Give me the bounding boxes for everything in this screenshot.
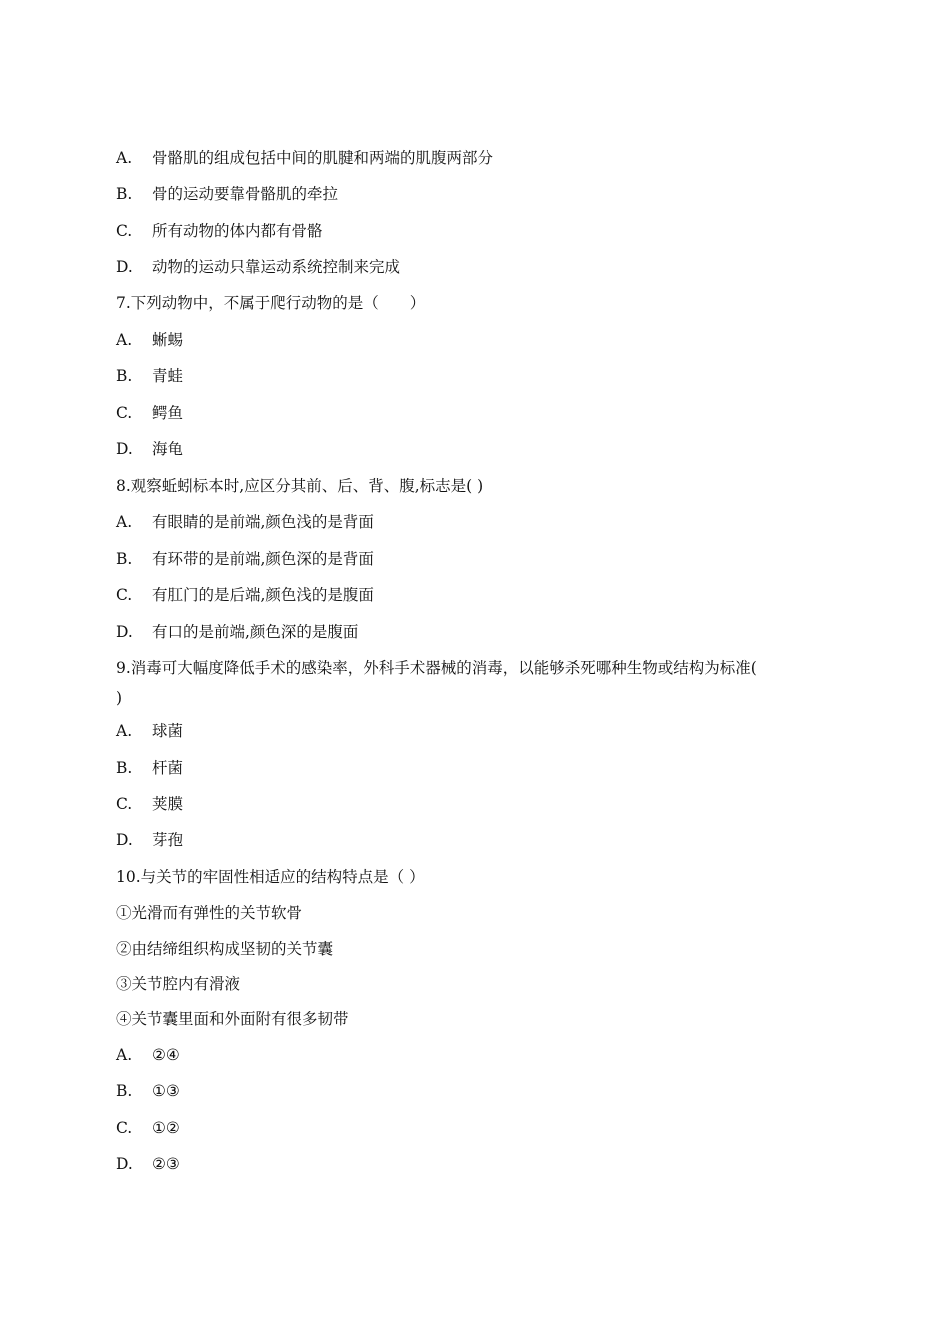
option-letter: D. — [116, 623, 133, 641]
option-letter: C. — [116, 222, 133, 240]
option-letter: B. — [116, 759, 133, 777]
option-letter: B. — [116, 185, 133, 203]
option-text: 骨的运动要靠骨骼肌的牵拉 — [152, 185, 339, 203]
option-letter: B. — [116, 367, 133, 385]
option-text: 所有动物的体内都有骨骼 — [152, 222, 323, 240]
q7-option-d — [116, 438, 183, 460]
q10-stem: 10.与关节的牢固性相适应的结构特点是（ ） — [116, 868, 425, 886]
option-text: 动物的运动只靠运动系统控制来完成 — [152, 258, 401, 276]
option-text: 荚膜 — [152, 795, 184, 813]
option-text: 有口的是前端,颜色深的是腹面 — [152, 623, 359, 641]
option-letter: D. — [116, 1155, 133, 1173]
option-letter: A. — [116, 149, 133, 167]
option-letter: D. — [116, 831, 133, 849]
q9-stem-line-1: 9.消毒可大幅度降低手术的感染率，外科手术器械的消毒，以能够杀死哪种生物或结构为标准( — [116, 659, 757, 677]
q6-option-d — [116, 256, 400, 278]
q10-option-d — [116, 1153, 180, 1175]
option-text: 芽孢 — [152, 831, 184, 849]
q10-statement-3: ③关节腔内有滑液 — [116, 975, 241, 993]
option-letter: A. — [116, 513, 133, 531]
q8-option-c — [116, 584, 374, 606]
option-letter: B. — [116, 1082, 133, 1100]
q9-stem-line-2: ) — [116, 689, 123, 707]
option-text: 海龟 — [152, 440, 184, 458]
option-letter: B. — [116, 550, 133, 568]
option-letter: C. — [116, 1119, 133, 1137]
option-text: 球菌 — [152, 722, 184, 740]
q8-option-a — [116, 511, 374, 533]
option-text: ②③ — [152, 1155, 180, 1173]
option-text: ②④ — [152, 1046, 180, 1064]
q8-stem: 8.观察蚯蚓标本时,应区分其前、后、背、腹,标志是( ) — [116, 477, 484, 495]
q10-option-b — [116, 1080, 180, 1102]
q6-option-a — [116, 147, 493, 169]
option-letter: A. — [116, 1046, 133, 1064]
q10-option-a — [116, 1044, 180, 1066]
option-text: ①② — [152, 1119, 180, 1137]
q6-option-c — [116, 220, 323, 242]
option-text: 杆菌 — [152, 759, 184, 777]
q7-option-b — [116, 365, 183, 387]
q9-option-c — [116, 793, 183, 815]
option-text: 骨骼肌的组成包括中间的肌腱和两端的肌腹两部分 — [152, 149, 494, 167]
option-text: 蜥蜴 — [152, 331, 184, 349]
option-text: 有肛门的是后端,颜色浅的是腹面 — [152, 586, 374, 604]
q10-statement-4: ④关节囊里面和外面附有很多韧带 — [116, 1010, 349, 1028]
option-text: 有环带的是前端,颜色深的是背面 — [152, 550, 374, 568]
q10-option-c — [116, 1117, 180, 1139]
q9-option-b — [116, 757, 183, 779]
q10-statement-2: ②由结缔组织构成坚韧的关节囊 — [116, 940, 334, 958]
option-letter: D. — [116, 440, 133, 458]
q7-option-a — [116, 329, 183, 351]
q9-option-d — [116, 829, 183, 851]
option-text: 有眼睛的是前端,颜色浅的是背面 — [152, 513, 374, 531]
option-letter: A. — [116, 722, 133, 740]
q8-option-b — [116, 548, 374, 570]
option-letter: A. — [116, 331, 133, 349]
q7-stem: 7.下列动物中，不属于爬行动物的是（ ） — [116, 294, 426, 312]
q10-statement-1: ①光滑而有弹性的关节软骨 — [116, 904, 303, 922]
q9-option-a — [116, 720, 183, 742]
q8-option-d — [116, 621, 358, 643]
option-text: ①③ — [152, 1082, 180, 1100]
option-letter: C. — [116, 795, 133, 813]
option-text: 青蛙 — [152, 367, 184, 385]
option-text: 鳄鱼 — [152, 404, 184, 422]
q6-option-b — [116, 183, 338, 205]
option-letter: C. — [116, 586, 133, 604]
q7-option-c — [116, 402, 183, 424]
option-letter: D. — [116, 258, 133, 276]
option-letter: C. — [116, 404, 133, 422]
